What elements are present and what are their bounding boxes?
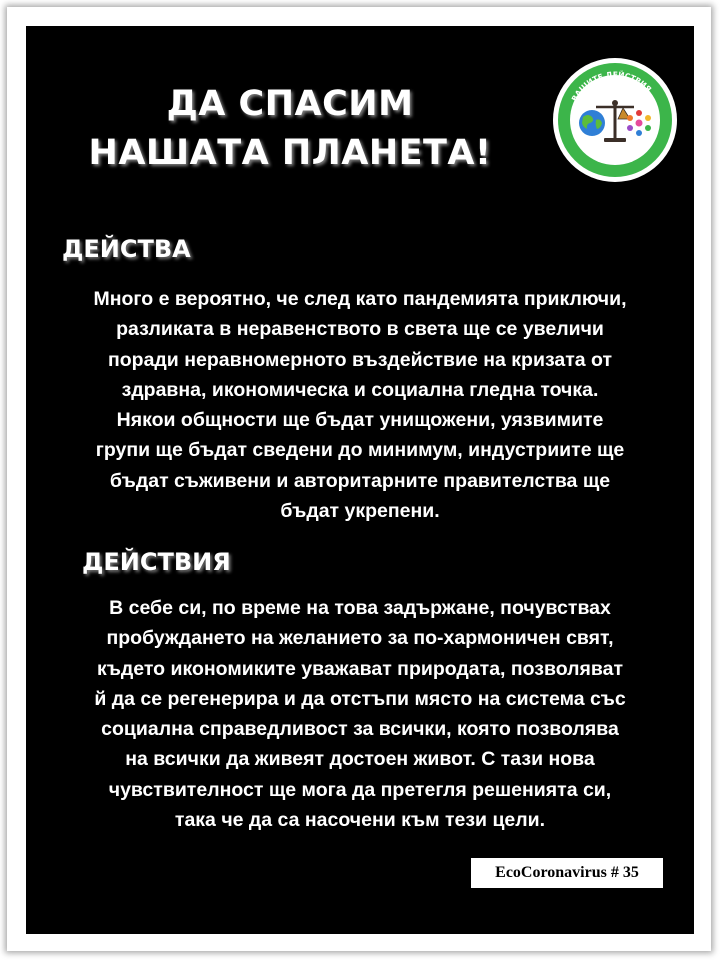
paragraph-line: пробуждането на желанието за по-хармоничен свят, xyxy=(106,627,614,650)
logo-text-bottom: ... спасяват планетата xyxy=(573,136,657,166)
logo-text-top: ВАШИТЕ ДЕЙСТВИЯ ... xyxy=(569,69,661,103)
section-1-paragraph xyxy=(40,284,680,526)
paragraph-line: чувствителност ще мога да претегля решенията си, xyxy=(108,778,612,801)
paragraph-line: разликата в неравенството в света ще се увеличи xyxy=(116,318,604,341)
section-heading-actions-2: ДЕЙСТВИЯ xyxy=(82,548,231,576)
paragraph-line: където икономиките уважават природата, позволяват xyxy=(96,657,624,680)
paragraph-line: на всички да живеят достоен живот. С тази нова xyxy=(125,748,595,771)
paragraph-line: Много е вероятно, че след като пандемията приключи, xyxy=(93,288,627,310)
paragraph-line: бъдат укрепени. xyxy=(280,500,440,523)
title-line-1: ДА СПАСИМ xyxy=(166,84,414,124)
section-2-paragraph xyxy=(40,593,680,835)
globe-icon xyxy=(579,110,605,136)
paragraph-line: бъдат съживени и авторитарните правителства ще xyxy=(109,469,611,492)
paragraph-line: Някои общности ще бъдат унищожени, уязвимите xyxy=(116,409,604,432)
paragraph-line: й да се регенерира и да отстъпи място на система със xyxy=(94,687,626,710)
paragraph-line: социална справедливост за всички, която позволява xyxy=(101,718,619,741)
page-title xyxy=(70,80,510,178)
paragraph-line: групи ще бъдат сведени до минимум, индустриите ще xyxy=(95,439,625,462)
title-line-2: НАШАТА ПЛАНЕТА! xyxy=(88,133,492,173)
paragraph-line: поради неравномерното въздействие на кризата от xyxy=(107,348,613,371)
paragraph-line: така че да са насочени към тези цели. xyxy=(174,809,546,832)
hashtag-label: EcoCoronavirus # 35 xyxy=(471,858,663,888)
section-heading-actions: ДЕЙСТВА xyxy=(62,235,191,263)
paragraph-line: В себе си, по време на това задържане, почувствах xyxy=(109,597,611,619)
paragraph-line: здравна, икономическа и социална гледна точка. xyxy=(121,378,599,401)
campaign-logo xyxy=(552,57,678,183)
